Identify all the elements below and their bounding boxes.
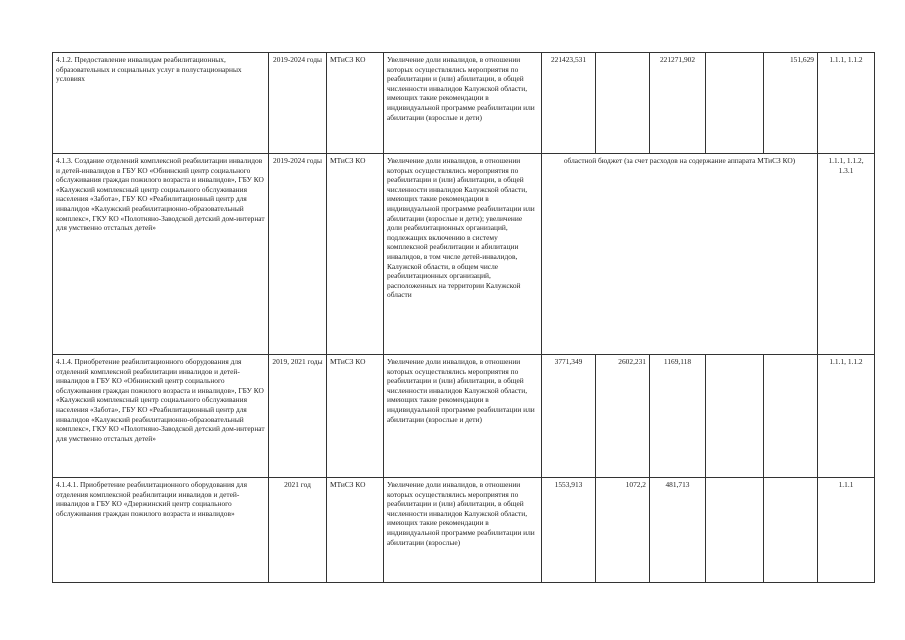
amount-local-cell	[706, 355, 764, 478]
indicator-links-cell: 1.1.1	[818, 478, 875, 583]
years-cell: 2019, 2021 годы	[269, 355, 327, 478]
years-cell: 2021 год	[269, 478, 327, 583]
activity-cell: 4.1.4. Приобретение реабилитационного оборудования для отделений комплексной реабилитации инвалидов и детей-инвалидов в ГБУ КО «Обнинский центр социального обслуживания граждан пожилого возраста и инвалидов», ГБУ КО «Калужский комплексный центр социального обслуживания населения «Забота», ГБУ КО «Реабилитационный центр для инвалидов «Калужский реабилитационно-образовательный комплекс», ГКУ КО «Полотняно-Заводской детский дом-интернат для умственно отсталых детей»	[53, 355, 269, 478]
indicator-links-cell: 1.1.1, 1.1.2, 1.3.1	[818, 154, 875, 355]
amount-other-cell: 151,629	[764, 53, 818, 154]
years-cell: 2019-2024 годы	[269, 53, 327, 154]
executor-cell: МТиСЗ КО	[327, 478, 384, 583]
indicator-cell: Увеличение доли инвалидов, в отношении которых осуществлялись мероприятия по реабилитации и (или) абилитации, в общей численности инвалидов Калужской области, имеющих такие рекомендации в индивидуальной программе реабилитации или абилитации (взрослые и дети)	[384, 355, 542, 478]
table-row	[53, 53, 875, 154]
table-row	[53, 355, 875, 478]
amount-federal-cell: 2602,231	[596, 355, 650, 478]
amount-local-cell	[706, 478, 764, 583]
program-table	[52, 52, 875, 583]
executor-cell: МТиСЗ КО	[327, 355, 384, 478]
years-cell: 2019-2024 годы	[269, 154, 327, 355]
funding-source-cell: областной бюджет (за счет расходов на содержание аппарата МТиСЗ КО)	[542, 154, 818, 355]
activity-cell: 4.1.4.1. Приобретение реабилитационного оборудования для отделения комплексной реабилитации инвалидов и детей-инвалидов в ГБУ КО «Дзержинский центр социального обслуживания граждан пожилого возраста и инвалидов»	[53, 478, 269, 583]
indicator-cell: Увеличение доли инвалидов, в отношении которых осуществлялись мероприятия по реабилитации и (или) абилитации, в общей численности инвалидов Калужской области, имеющих такие рекомендации в индивидуальной программе реабилитации или абилитации (взрослые и дети); увеличение доли реабилитационных организаций, подлежащих включению в систему комплексной реабилитации и абилитации инвалидов, в том числе детей-инвалидов, Калужской области, в общем числе реабилитационных организаций, расположенных на территории Калужской области	[384, 154, 542, 355]
amount-total-cell: 1553,913	[542, 478, 596, 583]
table-row	[53, 154, 875, 355]
indicator-cell: Увеличение доли инвалидов, в отношении которых осуществлялись мероприятия по реабилитации и (или) абилитации, в общей численности инвалидов Калужской области, имеющих такие рекомендации в индивидуальной программе реабилитации или абилитации (взрослые и дети)	[384, 53, 542, 154]
amount-other-cell	[764, 478, 818, 583]
table-row	[53, 478, 875, 583]
amount-regional-cell: 1169,118	[650, 355, 706, 478]
indicator-links-cell: 1.1.1, 1.1.2	[818, 53, 875, 154]
amount-regional-cell: 481,713	[650, 478, 706, 583]
executor-cell: МТиСЗ КО	[327, 154, 384, 355]
amount-federal-cell	[596, 53, 650, 154]
activity-cell: 4.1.2. Предоставление инвалидам реабилитационных, образовательных и социальных услуг в полустационарных условиях	[53, 53, 269, 154]
amount-total-cell: 221423,531	[542, 53, 596, 154]
amount-other-cell	[764, 355, 818, 478]
amount-federal-cell: 1072,2	[596, 478, 650, 583]
indicator-cell: Увеличение доли инвалидов, в отношении которых осуществлялись мероприятия по реабилитации и (или) абилитации, в общей численности инвалидов Калужской области, имеющих такие рекомендации в индивидуальной программе реабилитации или абилитации (взрослые)	[384, 478, 542, 583]
amount-total-cell: 3771,349	[542, 355, 596, 478]
indicator-links-cell: 1.1.1, 1.1.2	[818, 355, 875, 478]
executor-cell: МТиСЗ КО	[327, 53, 384, 154]
activity-cell: 4.1.3. Создание отделений комплексной реабилитации инвалидов и детей-инвалидов в ГБУ КО «Обнинский центр социального обслуживания граждан пожилого возраста и инвалидов», ГБУ КО «Калужский комплексный центр социального обслуживания населения «Забота», ГБУ КО «Реабилитационный центр для инвалидов «Калужский реабилитационно-образовательный комплекс», ГКУ КО «Полотняно-Заводской детский дом-интернат для умственно отсталых детей»	[53, 154, 269, 355]
amount-regional-cell: 221271,902	[650, 53, 706, 154]
amount-local-cell	[706, 53, 764, 154]
